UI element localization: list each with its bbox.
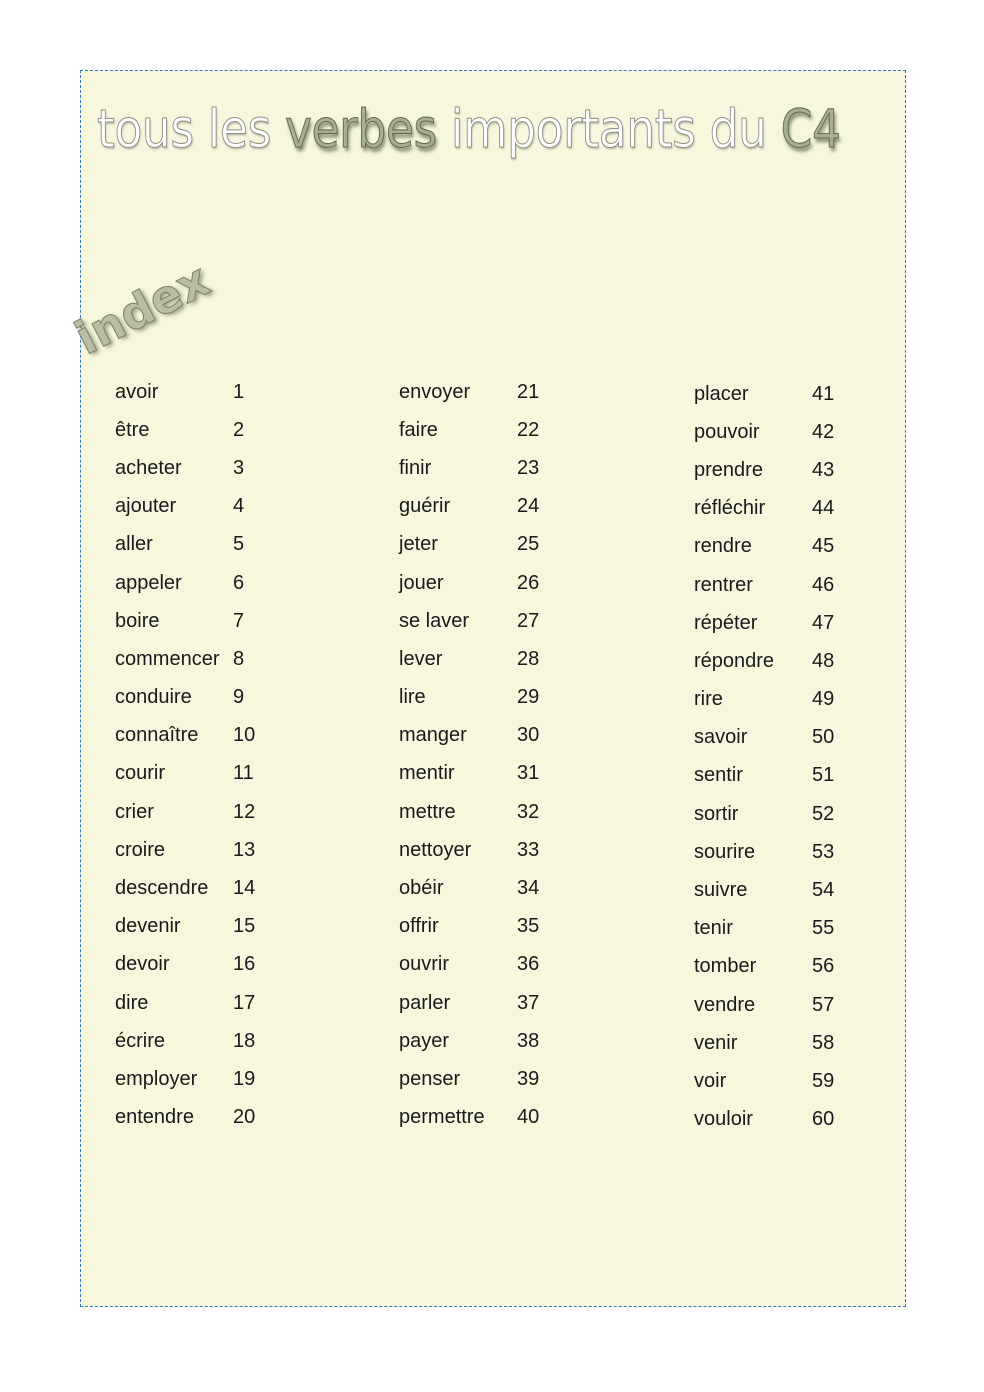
list-item [399, 755, 557, 793]
verb-number: 57 [812, 993, 835, 1016]
verb-name: envoyer [399, 380, 471, 403]
verb-name: mettre [399, 800, 456, 823]
list-item [694, 375, 852, 413]
list-item [115, 1099, 273, 1137]
verb-name: jouer [399, 571, 444, 594]
verb-number: 3 [233, 456, 245, 479]
verb-number: 29 [517, 686, 540, 709]
verb-number: 16 [233, 953, 256, 976]
verb-number: 6 [233, 571, 245, 594]
list-item [694, 757, 852, 795]
verb-name: ouvrir [399, 953, 450, 976]
verb-name: rire [694, 688, 723, 711]
verb-name: rentrer [694, 573, 753, 596]
verb-name: répondre [694, 649, 775, 672]
verb-number: 4 [233, 495, 245, 518]
verb-name: entendre [115, 1106, 194, 1129]
verb-number: 47 [812, 611, 835, 634]
verb-number: 26 [517, 571, 540, 594]
title-part-emphasis: C4 [780, 99, 841, 160]
verb-number: 14 [233, 877, 256, 900]
list-item [694, 833, 852, 871]
list-item [399, 564, 557, 602]
verb-number: 46 [812, 573, 835, 596]
verb-number: 15 [233, 915, 256, 938]
list-item [115, 908, 273, 946]
verb-number: 11 [233, 762, 254, 785]
list-item [694, 871, 852, 909]
list-item [694, 681, 852, 719]
list-item [399, 1060, 557, 1098]
verb-name: prendre [694, 458, 763, 481]
verb-number: 51 [812, 764, 835, 787]
verb-number: 21 [517, 380, 540, 403]
verb-name: obéir [399, 877, 444, 900]
list-item [694, 413, 852, 451]
title-part: importants du [436, 99, 781, 160]
verb-number: 5 [233, 533, 245, 556]
list-item [694, 1101, 852, 1139]
verb-number: 37 [517, 991, 540, 1014]
verb-name: connaître [115, 724, 199, 747]
verb-number: 13 [233, 838, 256, 861]
list-item [115, 984, 273, 1022]
verb-name: jeter [399, 533, 438, 556]
list-item [694, 910, 852, 948]
list-item [115, 373, 273, 411]
list-item [399, 526, 557, 564]
list-item [694, 566, 852, 604]
verb-column-2 [399, 373, 557, 1137]
verb-name: faire [399, 418, 438, 441]
document-page [66, 70, 906, 1307]
verb-number: 48 [812, 649, 835, 672]
verb-number: 33 [517, 838, 540, 861]
list-item [399, 449, 557, 487]
list-item [115, 1060, 273, 1098]
list-item [115, 831, 273, 869]
list-item [115, 793, 273, 831]
verb-number: 54 [812, 879, 835, 902]
list-item [694, 1062, 852, 1100]
verb-number: 42 [812, 420, 835, 443]
verb-name: vouloir [694, 1108, 753, 1131]
verb-name: lire [399, 686, 426, 709]
list-item [694, 642, 852, 680]
verb-number: 45 [812, 535, 835, 558]
verb-name: sourire [694, 840, 756, 863]
verb-name: placer [694, 382, 749, 405]
verb-column-1 [115, 373, 273, 1137]
verb-name: vendre [694, 993, 756, 1016]
verb-number: 1 [233, 380, 245, 403]
verb-name: être [115, 418, 150, 441]
list-item [399, 411, 557, 449]
verb-number: 2 [233, 418, 245, 441]
verb-number: 17 [233, 991, 256, 1014]
list-item [399, 984, 557, 1022]
verb-number: 58 [812, 1031, 835, 1054]
verb-name: réfléchir [694, 497, 766, 520]
list-item [115, 946, 273, 984]
list-item [115, 1022, 273, 1060]
verb-name: voir [694, 1069, 727, 1092]
verb-name: répéter [694, 611, 758, 634]
verb-name: appeler [115, 571, 182, 594]
verb-number: 55 [812, 917, 835, 940]
list-item [694, 719, 852, 757]
verb-name: parler [399, 991, 451, 1014]
verb-name: nettoyer [399, 838, 472, 861]
verb-name: acheter [115, 456, 182, 479]
page-title [97, 99, 841, 160]
verb-name: sentir [694, 764, 743, 787]
verb-name: guérir [399, 495, 451, 518]
list-item [399, 1099, 557, 1137]
verb-column-3 [694, 375, 852, 1139]
verb-number: 56 [812, 955, 835, 978]
list-item [115, 411, 273, 449]
verb-name: manger [399, 724, 467, 747]
verb-number: 44 [812, 497, 835, 520]
list-item [399, 640, 557, 678]
verb-number: 24 [517, 495, 540, 518]
verb-name: courir [115, 762, 166, 785]
list-item [399, 373, 557, 411]
list-item [694, 451, 852, 489]
verb-number: 10 [233, 724, 256, 747]
verb-number: 38 [517, 1029, 540, 1052]
verb-name: crier [115, 800, 154, 823]
verb-name: lever [399, 647, 443, 670]
verb-name: suivre [694, 879, 748, 902]
verb-name: se laver [399, 609, 470, 632]
verb-number: 20 [233, 1106, 256, 1129]
verb-name: croire [115, 838, 166, 861]
list-item [694, 1024, 852, 1062]
verb-name: mentir [399, 762, 455, 785]
verb-number: 22 [517, 418, 540, 441]
verb-number: 32 [517, 800, 540, 823]
verb-name: pouvoir [694, 420, 760, 443]
verb-number: 23 [517, 456, 540, 479]
verb-name: écrire [115, 1029, 166, 1052]
verb-number: 49 [812, 688, 835, 711]
verb-name: descendre [115, 877, 209, 900]
verb-number: 28 [517, 647, 540, 670]
list-item [115, 602, 273, 640]
verb-number: 8 [233, 647, 245, 670]
list-item [399, 488, 557, 526]
verb-name: devenir [115, 915, 181, 938]
list-item [694, 528, 852, 566]
list-item [115, 755, 273, 793]
list-item [115, 679, 273, 717]
verb-name: avoir [115, 380, 159, 403]
verb-number: 50 [812, 726, 835, 749]
verb-name: savoir [694, 726, 748, 749]
verb-number: 59 [812, 1069, 835, 1092]
verb-number: 12 [233, 800, 256, 823]
verb-number: 27 [517, 609, 540, 632]
verb-number: 39 [517, 1067, 540, 1090]
verb-number: 31 [517, 762, 540, 785]
verb-number: 40 [517, 1106, 540, 1129]
verb-number: 35 [517, 915, 540, 938]
verb-number: 7 [233, 609, 245, 632]
verb-name: offrir [399, 915, 439, 938]
list-item [399, 602, 557, 640]
verb-name: permettre [399, 1106, 485, 1129]
verb-name: penser [399, 1067, 461, 1090]
list-item [399, 946, 557, 984]
verb-number: 19 [233, 1067, 256, 1090]
verb-name: venir [694, 1031, 738, 1054]
verb-number: 41 [812, 382, 835, 405]
list-item [399, 1022, 557, 1060]
list-item [115, 869, 273, 907]
list-item [115, 449, 273, 487]
verb-name: payer [399, 1029, 450, 1052]
verb-name: boire [115, 609, 160, 632]
verb-number: 9 [233, 686, 245, 709]
list-item [115, 564, 273, 602]
verb-name: ajouter [115, 495, 177, 518]
list-item [694, 604, 852, 642]
list-item [399, 831, 557, 869]
verb-name: dire [115, 991, 149, 1014]
list-item [399, 869, 557, 907]
verb-number: 53 [812, 840, 835, 863]
verb-name: devoir [115, 953, 170, 976]
verb-number: 18 [233, 1029, 256, 1052]
list-item [115, 526, 273, 564]
verb-number: 43 [812, 458, 835, 481]
verb-number: 30 [517, 724, 540, 747]
verb-number: 36 [517, 953, 540, 976]
verb-name: sortir [694, 802, 739, 825]
verb-name: conduire [115, 686, 192, 709]
verb-number: 60 [812, 1108, 835, 1131]
title-part: tous les [97, 99, 285, 160]
list-item [115, 717, 273, 755]
list-item [694, 795, 852, 833]
list-item [694, 986, 852, 1024]
list-item [115, 640, 273, 678]
verb-name: aller [115, 533, 153, 556]
list-item [694, 948, 852, 986]
list-item [399, 679, 557, 717]
verb-name: employer [115, 1067, 198, 1090]
title-part-emphasis: verbes [284, 99, 437, 160]
list-item [115, 488, 273, 526]
verb-number: 52 [812, 802, 835, 825]
index-heading: index [66, 252, 218, 365]
list-item [399, 908, 557, 946]
list-item [399, 717, 557, 755]
list-item [694, 490, 852, 528]
verb-name: finir [399, 456, 432, 479]
verb-number: 34 [517, 877, 540, 900]
verb-name: commencer [115, 647, 220, 670]
verb-name: tenir [694, 917, 733, 940]
verb-name: rendre [694, 535, 752, 558]
verb-number: 25 [517, 533, 540, 556]
verb-name: tomber [694, 955, 757, 978]
list-item [399, 793, 557, 831]
